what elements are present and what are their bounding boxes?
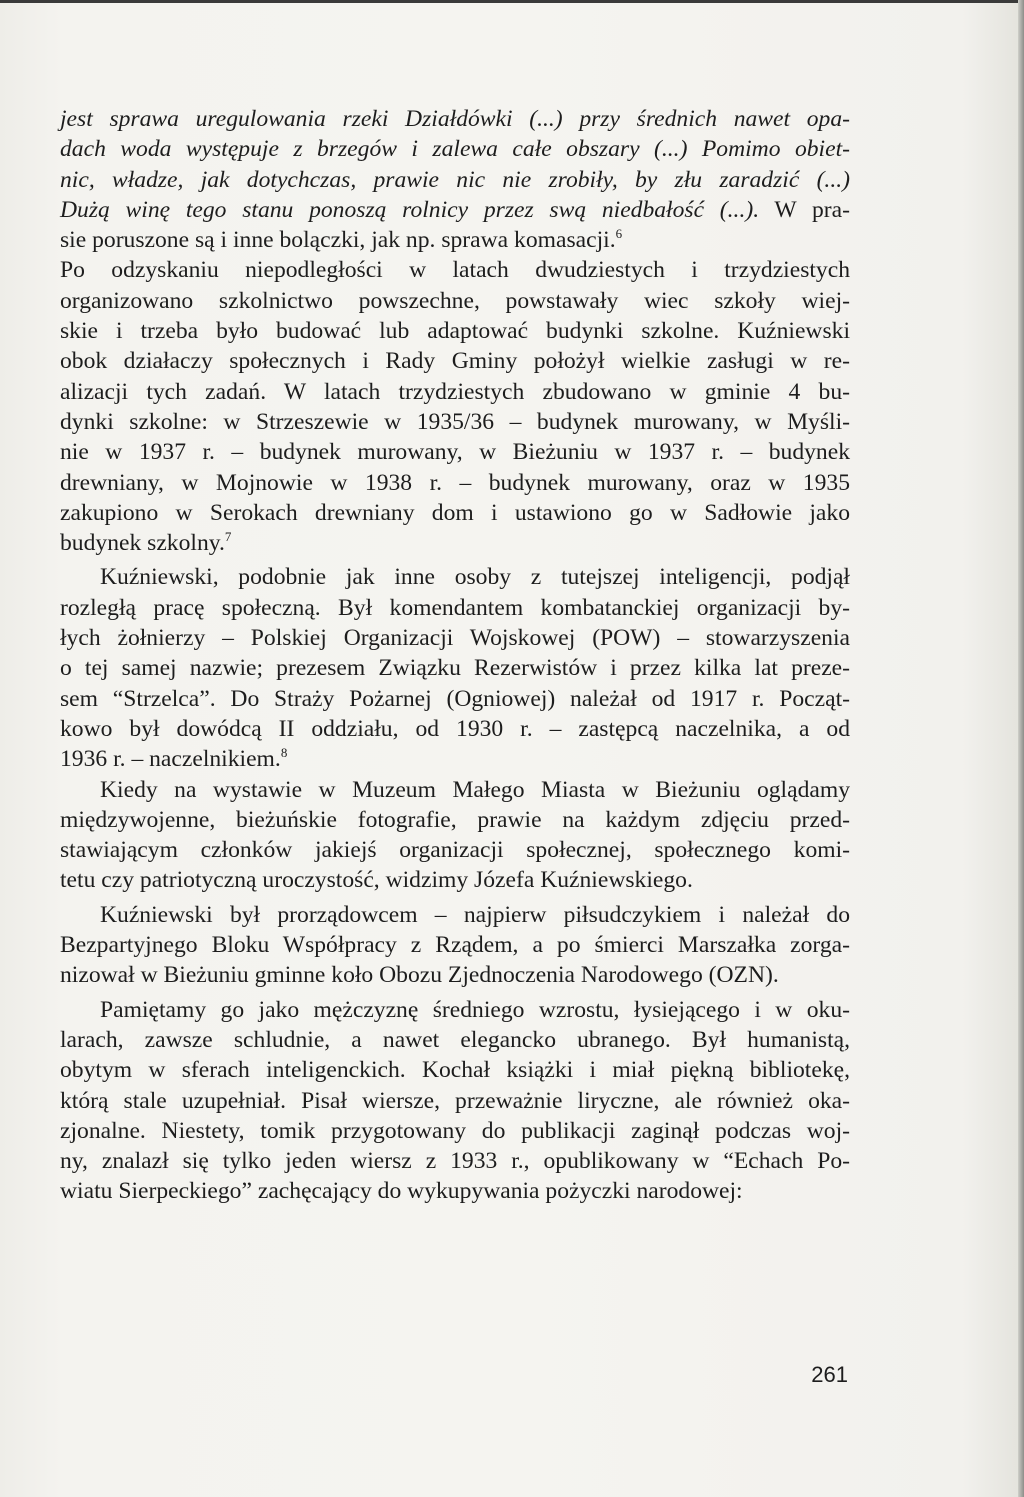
paragraph-last-line [60,528,850,558]
footnote-ref-8: 8 [280,745,288,761]
paragraph-last-line: wiatu Sierpeckiego” zachęcający do wykupywania pożyczki narodowej: [60,1178,743,1205]
quote-line: jest sprawa uregulowania rzeki Działdówki (...) przy średnich nawet opa- [60,106,850,132]
paragraph-last-line [60,744,850,774]
paragraph-line: którą stale uzupełniał. Pisał wiersze, przeważnie liryczne, ale również oka- [60,1087,850,1114]
paragraph-line: nie w 1937 r. – budynek murowany, w Bieżuniu w 1937 r. – budynek [60,439,850,466]
paragraph-line: Pamiętamy go jako mężczyznę średniego wzrostu, łysiejącego i w oku- [100,996,850,1023]
footnote-ref-7: 7 [224,529,232,545]
paragraph-line: drewniany, w Mojnowie w 1938 r. – budynek murowany, oraz w 1935 [60,469,850,496]
paragraph-line: skie i trzeba było budować lub adaptować budynki szkolne. Kuźniewski [60,318,850,345]
scan-top-edge [0,0,1024,3]
paragraph-line: alizacji tych zadań. W latach trzydziestych zbudowano w gminie 4 bu- [60,378,850,405]
paragraph-line: organizowano szkolnictwo powszechne, powstawały wiec szkoły wiej- [60,287,850,314]
text-line-content: sie poruszone są i inne bolączki, jak np. sprawa komasacji. [60,227,616,254]
paragraph-line: dynki szkolne: w Strzeszewie w 1935/36 – budynek murowany, w Myśli- [60,408,850,435]
paragraph-line: Kuźniewski, podobnie jak inne osoby z tutejszej inteligencji, podjął [100,564,850,591]
paragraph-line: ny, znalazł się tylko jeden wiersz z 1933 r., opublikowany w “Echach Po- [60,1148,850,1175]
paragraph-line: łych żołnierzy – Polskiej Organizacji Wojskowej (POW) – stowarzyszenia [60,625,850,652]
paragraph-line: kowo był dowódcą II oddziału, od 1930 r. – zastępcą naczelnika, a od [60,715,850,742]
paragraph-line: zakupiono w Serokach drewniany dom i ustawiono go w Sadłowie jako [60,499,850,526]
paragraph-line: obok działaczy społecznych i Rady Gminy położył wielkie zasługi w re- [60,348,850,375]
body-text [60,104,850,1207]
paragraph-line: zjonalne. Niestety, tomik przygotowany do publikacji zaginął podczas woj- [60,1117,850,1144]
paragraph-line: rozległą pracę społeczną. Był komendantem kombatanckiej organizacji by- [60,594,850,621]
quote-tail-text: W pra- [759,196,850,223]
paragraph-line: międzywojenne, bieżuńskie fotografie, prawie na każdym zdjęciu przed- [60,806,850,833]
page-number: 261 [811,1362,848,1387]
paragraph-line: Kuźniewski był prorządowcem – najpierw piłsudczykiem i należał do [100,901,850,928]
quote-line: nic, władze, jak dotychczas, prawie nic nie zrobiły, by złu zaradzić (...) [60,166,850,193]
paragraph-line: Kiedy na wystawie w Muzeum Małego Miasta w Bieżuniu oglądamy [100,776,850,803]
scan-right-edge [1018,0,1024,1497]
quote-line: dach woda występuje z brzegów i zalewa całe obszary (...) Pomimo obiet- [60,136,850,163]
paragraph-line: Bezpartyjnego Bloku Współpracy z Rządem, a po śmierci Marszałka zorga- [60,932,850,959]
paragraph-line: o tej samej nazwie; prezesem Związku Rezerwistów i przez kilka lat preze- [60,655,850,682]
paragraph-line: larach, zawsze schludnie, a nawet elegancko ubranego. Był humanistą, [60,1026,850,1053]
paragraph-line: obytym w sferach inteligenckich. Kochał książki i miał piękną bibliotekę, [60,1057,850,1084]
text-line-content: budynek szkolny. [60,530,225,557]
paragraph-line: sem “Strzelca”. Do Straży Pożarnej (Ogniowej) należał od 1917 r. Począt- [60,685,850,712]
text-line [60,225,850,255]
quote-line-text: Dużą winę tego stanu ponoszą rolnicy przez swą niedbałość (...). [60,196,760,223]
paragraph-last-line: tetu czy patriotyczną uroczystość, widzimy Józefa Kuźniewskiego. [60,867,693,894]
paragraph-last-line: nizował w Bieżuniu gminne koło Obozu Zjednoczenia Narodowego (OZN). [60,962,779,989]
paragraph-line: Po odzyskaniu niepodległości w latach dwudziestych i trzydziestych [60,257,850,284]
paragraph-line: stawiającym członków jakiejś organizacji społecznej, społecznego komi- [60,837,850,864]
text-line-content: 1936 r. – naczelnikiem. [60,746,281,773]
footnote-ref-6: 6 [615,226,623,242]
quote-end-line [60,195,850,225]
